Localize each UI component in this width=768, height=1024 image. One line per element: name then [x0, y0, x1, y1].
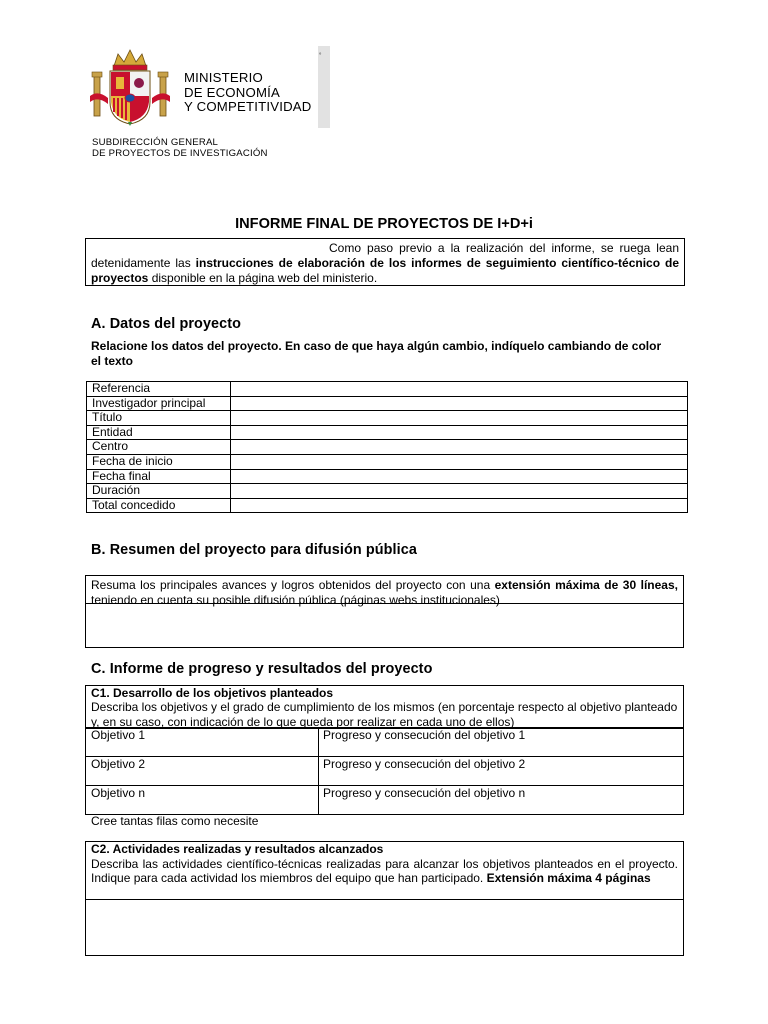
summary-box: [85, 575, 684, 648]
table-row: [87, 425, 688, 440]
table-row: [86, 786, 684, 815]
subdirection-line-1: SUBDIRECCIÓN GENERAL: [92, 137, 219, 148]
summary-input-area[interactable]: [86, 604, 683, 647]
table-row: [87, 484, 688, 499]
field-value[interactable]: [231, 498, 688, 513]
c1-footnote: Cree tantas filas como necesite: [91, 814, 259, 828]
objective-cell[interactable]: Objetivo 2: [86, 757, 319, 786]
subdirection: [92, 137, 268, 159]
ministry-name: [184, 71, 312, 115]
progress-cell[interactable]: Progreso y consecución del objetivo 2: [319, 757, 684, 786]
intro-box: [85, 238, 685, 286]
coat-of-arms-icon: [88, 46, 172, 128]
field-label: Investigador principal: [87, 396, 231, 411]
field-label: Total concedido: [87, 498, 231, 513]
table-row: [87, 382, 688, 397]
field-value[interactable]: [231, 484, 688, 499]
field-label: Duración: [87, 484, 231, 499]
field-value[interactable]: [231, 440, 688, 455]
field-label: Centro: [87, 440, 231, 455]
page-title: INFORME FINAL DE PROYECTOS DE I+D+i: [235, 216, 533, 232]
objective-cell[interactable]: Objetivo 1: [86, 728, 319, 757]
field-label: Referencia: [87, 382, 231, 397]
table-row: [87, 396, 688, 411]
c2-text: [86, 842, 683, 886]
c1-title: C1. Desarrollo de los objetivos planteados: [91, 686, 334, 700]
objectives-table: [85, 727, 684, 815]
table-row: [87, 440, 688, 455]
intro-text-bold: instrucciones de elaboración de los informes de seguimiento científico-técnico de proyectos: [91, 256, 680, 286]
progress-cell[interactable]: Progreso y consecución del objetivo 1: [319, 728, 684, 757]
c2-text-bold: Extensión máxima 4 páginas: [486, 871, 651, 886]
c1-description: Describa los objetivos y el grado de cumplimiento de los mismos (en porcentaje respecto al objetivo planteado y, en su caso, con indicación de lo que queda por realizar en cada uno de ellos): [91, 700, 678, 729]
section-a-note: Relacione los datos del proyecto. En caso de que haya algún cambio, indíquelo cambiando de color el texto: [91, 339, 662, 368]
field-label: Fecha final: [87, 469, 231, 484]
ministry-line-1: MINISTERIO: [184, 70, 263, 85]
c1-header-text: [86, 686, 683, 729]
c2-title: C2. Actividades realizadas y resultados alcanzados: [91, 842, 384, 856]
field-label: Fecha de inicio: [87, 454, 231, 469]
c2-description: Describa las actividades científico-técnicas realizadas para alcanzar los objetivos planteados en el proyecto. Indique para cada actividad los miembros del equipo que han participado.: [91, 856, 678, 886]
intro-text-1: Como paso previo a la realización del informe, se ruega lean detenidamente las: [91, 241, 679, 271]
ministry-line-2: DE ECONOMÍA: [184, 84, 280, 100]
field-label: Entidad: [87, 425, 231, 440]
c2-input-area[interactable]: [86, 900, 683, 955]
summary-text-2: teniendo en cuenta su posible difusión pública (páginas webs institucionales): [91, 592, 500, 607]
objective-cell[interactable]: Objetivo n: [86, 786, 319, 815]
table-row: [86, 757, 684, 786]
progress-cell[interactable]: Progreso y consecución del objetivo n: [319, 786, 684, 815]
table-row: [87, 498, 688, 513]
summary-text-bold: extensión máxima de 30 líneas,: [494, 578, 678, 592]
section-a-heading: A. Datos del proyecto: [91, 316, 242, 332]
summary-text-1: Resuma los principales avances y logros obtenidos del proyecto con una: [91, 578, 495, 592]
c2-box: [85, 841, 684, 956]
intro-text-2: disponible en la página web del ministerio.: [148, 271, 378, 286]
field-value[interactable]: [231, 469, 688, 484]
field-label: Título: [87, 411, 231, 426]
table-row: [86, 728, 684, 757]
field-value[interactable]: [231, 411, 688, 426]
field-value[interactable]: [231, 382, 688, 397]
field-value[interactable]: [231, 425, 688, 440]
logo-mark: ˚: [319, 52, 322, 61]
section-c-heading: C. Informe de progreso y resultados del proyecto: [91, 661, 433, 677]
subdirection-line-2: DE PROYECTOS DE INVESTIGACIÓN: [92, 148, 268, 159]
table-row: [87, 469, 688, 484]
field-value[interactable]: [231, 396, 688, 411]
table-row: [87, 454, 688, 469]
table-row: [87, 411, 688, 426]
ministry-line-3: Y COMPETITIVIDAD: [184, 99, 312, 114]
project-data-table: [86, 381, 688, 513]
c1-header-box: [85, 685, 684, 729]
field-value[interactable]: [231, 454, 688, 469]
section-b-heading: B. Resumen del proyecto para difusión pública: [91, 542, 417, 558]
